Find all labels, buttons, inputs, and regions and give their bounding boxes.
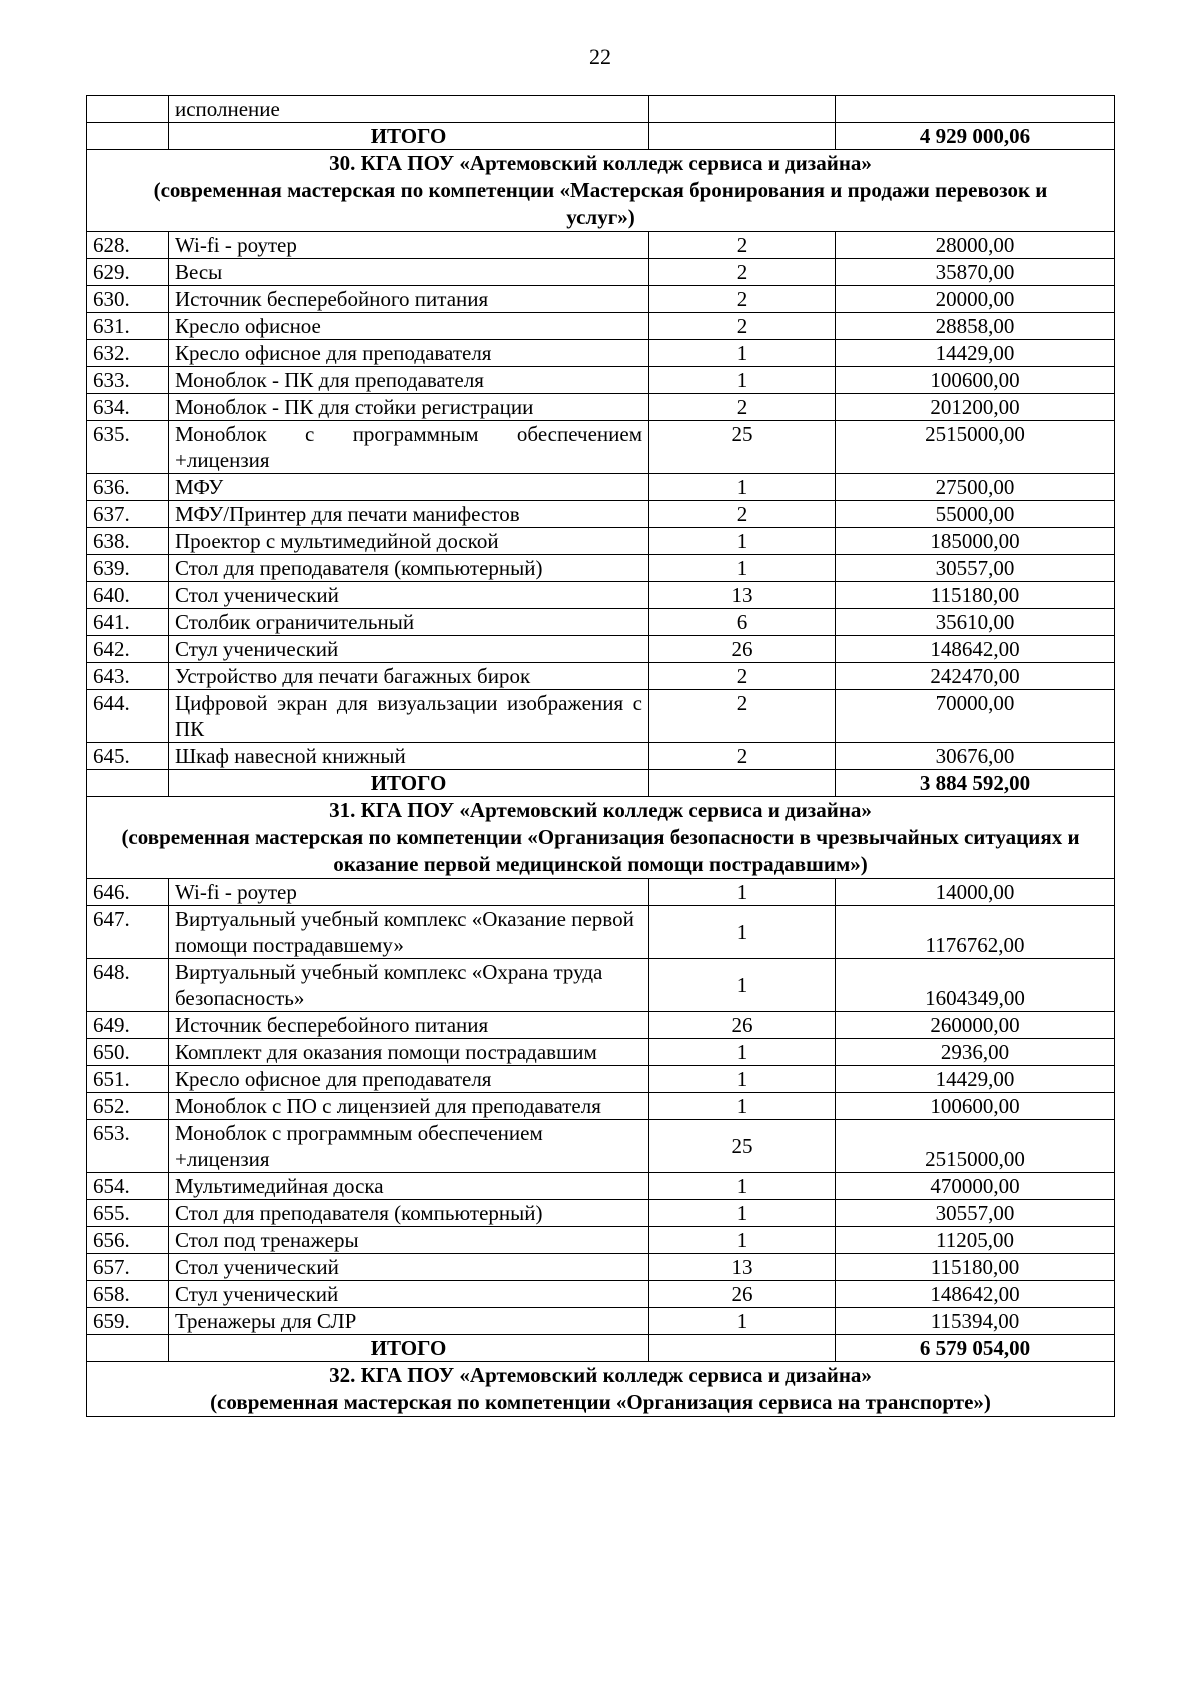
total-row [87, 770, 1115, 797]
table-row [87, 879, 1115, 906]
row-number-cell: 655. [87, 1200, 169, 1227]
table-row [87, 1227, 1115, 1254]
row-name-cell: исполнение [169, 96, 649, 123]
row-sum-cell: 470000,00 [836, 1173, 1115, 1200]
section-header [87, 1362, 1115, 1417]
row-number-cell: 636. [87, 474, 169, 501]
row-name-cell: Стол ученический [169, 582, 649, 609]
table-row [87, 367, 1115, 394]
row-name-cell: Виртуальный учебный комплекс «Оказание первой помощи пострадавшему» [169, 906, 649, 959]
row-qty-cell: 26 [649, 1281, 836, 1308]
total-empty-cell [649, 770, 836, 797]
row-number-cell: 656. [87, 1227, 169, 1254]
row-qty-cell: 2 [649, 259, 836, 286]
row-number-cell: 635. [87, 421, 169, 474]
row-name-cell: МФУ/Принтер для печати манифестов [169, 501, 649, 528]
row-number-cell: 650. [87, 1039, 169, 1066]
total-empty-cell [87, 1335, 169, 1362]
row-qty-cell: 1 [649, 1200, 836, 1227]
table-row [87, 1281, 1115, 1308]
row-number-cell: 638. [87, 528, 169, 555]
table-row [87, 421, 1115, 474]
table-row [87, 1200, 1115, 1227]
row-name-cell: Моноблок с программным обеспечением +лицензия [169, 421, 649, 474]
row-sum-cell: 115180,00 [836, 1254, 1115, 1281]
row-number-cell: 647. [87, 906, 169, 959]
row-number-cell: 651. [87, 1066, 169, 1093]
row-name-cell: Комплект для оказания помощи пострадавшим [169, 1039, 649, 1066]
row-number-cell: 642. [87, 636, 169, 663]
row-sum-cell: 55000,00 [836, 501, 1115, 528]
row-name-cell: Кресло офисное для преподавателя [169, 340, 649, 367]
row-number-cell: 659. [87, 1308, 169, 1335]
row-name-cell: Стул ученический [169, 1281, 649, 1308]
row-qty-cell [649, 96, 836, 123]
row-sum-cell: 2515000,00 [836, 1120, 1115, 1173]
total-label: ИТОГО [169, 123, 649, 150]
row-qty-cell: 1 [649, 555, 836, 582]
section-subtitle: (современная мастерская по компетенции «Мастерская бронирования и продажи перевозок и услуг») [153, 178, 1048, 229]
row-name-cell: Виртуальный учебный комплекс «Охрана труда безопасность» [169, 959, 649, 1012]
row-number-cell: 631. [87, 313, 169, 340]
row-qty-cell: 1 [649, 1066, 836, 1093]
section-header-row [87, 1362, 1115, 1417]
section-header [87, 797, 1115, 879]
total-empty-cell [87, 770, 169, 797]
row-qty-cell: 1 [649, 528, 836, 555]
row-qty-cell: 1 [649, 1093, 836, 1120]
section-title: 30. КГА ПОУ «Артемовский колледж сервиса и дизайна» [329, 151, 872, 175]
row-number-cell: 658. [87, 1281, 169, 1308]
table-row [87, 474, 1115, 501]
table-row [87, 906, 1115, 959]
table-row [87, 1173, 1115, 1200]
row-qty-cell: 1 [649, 959, 836, 1012]
row-sum-cell: 30557,00 [836, 555, 1115, 582]
row-number-cell: 640. [87, 582, 169, 609]
row-name-cell: Wi-fi - роутер [169, 879, 649, 906]
row-number-cell: 630. [87, 286, 169, 313]
table-row [87, 286, 1115, 313]
row-name-cell: Моноблок с ПО с лицензией для преподавателя [169, 1093, 649, 1120]
row-sum-cell: 115394,00 [836, 1308, 1115, 1335]
row-qty-cell: 26 [649, 1012, 836, 1039]
row-number-cell [87, 96, 169, 123]
row-sum-cell: 28000,00 [836, 232, 1115, 259]
row-number-cell: 648. [87, 959, 169, 1012]
row-qty-cell: 1 [649, 1227, 836, 1254]
row-name-cell: Источник бесперебойного питания [169, 286, 649, 313]
row-qty-cell: 2 [649, 232, 836, 259]
row-qty-cell: 25 [649, 1120, 836, 1173]
table-row [87, 1039, 1115, 1066]
row-name-cell: Источник бесперебойного питания [169, 1012, 649, 1039]
equipment-table [86, 95, 1115, 1417]
row-number-cell: 641. [87, 609, 169, 636]
row-number-cell: 629. [87, 259, 169, 286]
row-number-cell: 645. [87, 743, 169, 770]
row-name-cell: Стол под тренажеры [169, 1227, 649, 1254]
row-qty-cell: 1 [649, 906, 836, 959]
row-name-cell: Цифровой экран для визуальзации изображения с ПК [169, 690, 649, 743]
row-qty-cell: 1 [649, 367, 836, 394]
total-empty-cell [649, 123, 836, 150]
table-row [87, 96, 1115, 123]
table-row [87, 555, 1115, 582]
row-qty-cell: 2 [649, 501, 836, 528]
row-number-cell: 632. [87, 340, 169, 367]
row-qty-cell: 2 [649, 286, 836, 313]
table-row [87, 1308, 1115, 1335]
table-row [87, 313, 1115, 340]
row-number-cell: 628. [87, 232, 169, 259]
row-sum-cell: 2515000,00 [836, 421, 1115, 474]
row-sum-cell: 115180,00 [836, 582, 1115, 609]
row-qty-cell: 1 [649, 1173, 836, 1200]
row-qty-cell: 13 [649, 582, 836, 609]
row-sum-cell: 30557,00 [836, 1200, 1115, 1227]
total-empty-cell [87, 123, 169, 150]
row-qty-cell: 2 [649, 394, 836, 421]
total-label: ИТОГО [169, 770, 649, 797]
table-row [87, 340, 1115, 367]
table-row [87, 609, 1115, 636]
row-qty-cell: 13 [649, 1254, 836, 1281]
row-name-cell: Проектор с мультимедийной доской [169, 528, 649, 555]
table-row [87, 582, 1115, 609]
table-row [87, 636, 1115, 663]
row-sum-cell: 100600,00 [836, 1093, 1115, 1120]
row-sum-cell: 14429,00 [836, 1066, 1115, 1093]
total-value: 6 579 054,00 [836, 1335, 1115, 1362]
row-qty-cell: 2 [649, 313, 836, 340]
section-subtitle: (современная мастерская по компетенции «Организация безопасности в чрезвычайных ситуациях и оказание первой медицинской помощи пострадавшим») [121, 825, 1080, 876]
row-number-cell: 652. [87, 1093, 169, 1120]
table-row [87, 743, 1115, 770]
row-sum-cell: 14000,00 [836, 879, 1115, 906]
table-row [87, 663, 1115, 690]
row-qty-cell: 2 [649, 663, 836, 690]
row-sum-cell: 260000,00 [836, 1012, 1115, 1039]
table-row [87, 259, 1115, 286]
row-number-cell: 654. [87, 1173, 169, 1200]
row-name-cell: Шкаф навесной книжный [169, 743, 649, 770]
section-header [87, 150, 1115, 232]
row-sum-cell: 20000,00 [836, 286, 1115, 313]
row-qty-cell: 2 [649, 743, 836, 770]
section-title: 31. КГА ПОУ «Артемовский колледж сервиса и дизайна» [329, 798, 872, 822]
table-row [87, 690, 1115, 743]
table-row [87, 959, 1115, 1012]
row-number-cell: 637. [87, 501, 169, 528]
table-row [87, 1120, 1115, 1173]
row-qty-cell: 2 [649, 690, 836, 743]
row-name-cell: Весы [169, 259, 649, 286]
row-name-cell: Стол ученический [169, 1254, 649, 1281]
table-row [87, 528, 1115, 555]
table-row [87, 1093, 1115, 1120]
row-sum-cell: 1176762,00 [836, 906, 1115, 959]
row-name-cell: Моноблок - ПК для преподавателя [169, 367, 649, 394]
row-sum-cell: 185000,00 [836, 528, 1115, 555]
row-qty-cell: 1 [649, 340, 836, 367]
row-sum-cell: 30676,00 [836, 743, 1115, 770]
total-empty-cell [649, 1335, 836, 1362]
table-row [87, 394, 1115, 421]
table-row [87, 232, 1115, 259]
section-header-row [87, 797, 1115, 879]
row-name-cell: Кресло офисное для преподавателя [169, 1066, 649, 1093]
row-qty-cell: 1 [649, 474, 836, 501]
row-sum-cell: 100600,00 [836, 367, 1115, 394]
row-sum-cell: 148642,00 [836, 1281, 1115, 1308]
row-qty-cell: 1 [649, 879, 836, 906]
row-sum-cell: 1604349,00 [836, 959, 1115, 1012]
row-name-cell: Стул ученический [169, 636, 649, 663]
row-number-cell: 646. [87, 879, 169, 906]
table-row [87, 1254, 1115, 1281]
row-qty-cell: 1 [649, 1039, 836, 1066]
total-value: 3 884 592,00 [836, 770, 1115, 797]
row-name-cell: Тренажеры для СЛР [169, 1308, 649, 1335]
row-sum-cell: 201200,00 [836, 394, 1115, 421]
section-subtitle: (современная мастерская по компетенции «Организация сервиса на транспорте») [210, 1390, 991, 1414]
row-sum-cell: 11205,00 [836, 1227, 1115, 1254]
row-name-cell: Стол для преподавателя (компьютерный) [169, 1200, 649, 1227]
table-row [87, 501, 1115, 528]
row-name-cell: Мультимедийная доска [169, 1173, 649, 1200]
row-number-cell: 639. [87, 555, 169, 582]
total-row [87, 1335, 1115, 1362]
row-number-cell: 643. [87, 663, 169, 690]
row-name-cell: Столбик ограничительный [169, 609, 649, 636]
row-name-cell: Моноблок с программным обеспечением +лицензия [169, 1120, 649, 1173]
row-sum-cell [836, 96, 1115, 123]
row-sum-cell: 28858,00 [836, 313, 1115, 340]
total-row [87, 123, 1115, 150]
row-sum-cell: 2936,00 [836, 1039, 1115, 1066]
row-sum-cell: 14429,00 [836, 340, 1115, 367]
row-number-cell: 657. [87, 1254, 169, 1281]
row-qty-cell: 1 [649, 1308, 836, 1335]
row-number-cell: 644. [87, 690, 169, 743]
page-number: 22 [589, 44, 611, 69]
table-row [87, 1012, 1115, 1039]
row-name-cell: Моноблок - ПК для стойки регистрации [169, 394, 649, 421]
row-name-cell: Кресло офисное [169, 313, 649, 340]
row-qty-cell: 6 [649, 609, 836, 636]
row-number-cell: 649. [87, 1012, 169, 1039]
row-number-cell: 634. [87, 394, 169, 421]
row-sum-cell: 70000,00 [836, 690, 1115, 743]
row-name-cell: Wi-fi - роутер [169, 232, 649, 259]
row-sum-cell: 27500,00 [836, 474, 1115, 501]
total-value: 4 929 000,06 [836, 123, 1115, 150]
section-title: 32. КГА ПОУ «Артемовский колледж сервиса и дизайна» [329, 1363, 872, 1387]
row-sum-cell: 35610,00 [836, 609, 1115, 636]
row-sum-cell: 242470,00 [836, 663, 1115, 690]
row-sum-cell: 35870,00 [836, 259, 1115, 286]
row-name-cell: Стол для преподавателя (компьютерный) [169, 555, 649, 582]
section-header-row [87, 150, 1115, 232]
row-sum-cell: 148642,00 [836, 636, 1115, 663]
row-number-cell: 633. [87, 367, 169, 394]
row-number-cell: 653. [87, 1120, 169, 1173]
total-label: ИТОГО [169, 1335, 649, 1362]
row-name-cell: МФУ [169, 474, 649, 501]
table-row [87, 1066, 1115, 1093]
row-name-cell: Устройство для печати багажных бирок [169, 663, 649, 690]
row-qty-cell: 26 [649, 636, 836, 663]
row-qty-cell: 25 [649, 421, 836, 474]
